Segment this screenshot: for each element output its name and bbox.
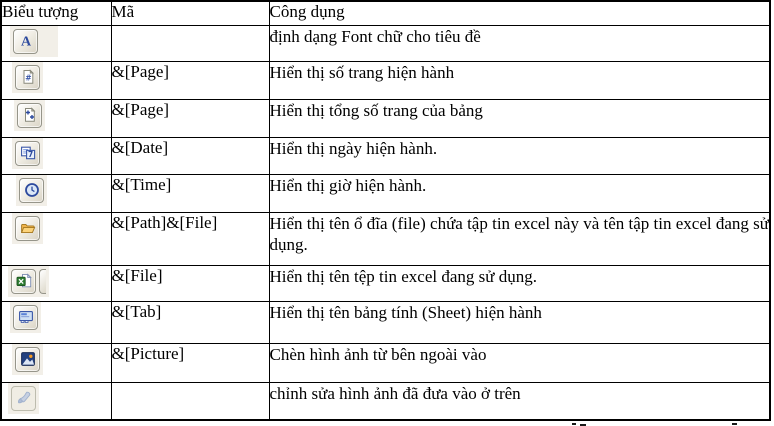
code-cell: &[Tab] xyxy=(111,301,269,343)
code-cell xyxy=(111,25,269,61)
code-cell: &[Time] xyxy=(111,174,269,212)
column-header-code: Mã xyxy=(111,1,269,25)
toolbar-crop xyxy=(14,100,45,131)
table-row xyxy=(1,212,770,265)
toolbar-crop xyxy=(8,383,39,414)
excel-file-icon xyxy=(11,269,36,294)
table-row xyxy=(1,61,770,99)
toolbar-crop xyxy=(12,138,43,169)
code-cell: &[Page] xyxy=(111,61,269,99)
code-cell: &[Path]&[File] xyxy=(111,212,269,265)
toolbar-crop xyxy=(12,213,43,244)
toolbar-crop xyxy=(12,344,43,375)
toolbar-crop xyxy=(10,302,41,333)
column-header-usage: Công dụng xyxy=(269,1,770,25)
usage-cell: chỉnh sửa hình ảnh đã đưa vào ở trên xyxy=(269,382,770,420)
table-row xyxy=(1,301,770,343)
svg-text:#: # xyxy=(24,73,32,83)
time-icon xyxy=(19,178,44,203)
usage-cell: Hiển thị số trang hiện hành xyxy=(269,61,770,99)
usage-cell: Hiển thị tên ổ đĩa (file) chứa tập tin excel này và tên tập tin excel đang sử dụng. xyxy=(269,212,770,265)
table-header-row xyxy=(1,1,770,25)
toolbar-crop xyxy=(8,266,49,297)
code-cell: &[Picture] xyxy=(111,343,269,382)
code-cell: &[File] xyxy=(111,265,269,301)
usage-cell: định dạng Font chữ cho tiêu đề xyxy=(269,25,770,61)
code-cell: &[Page] xyxy=(111,99,269,137)
format-font-icon xyxy=(13,29,38,54)
usage-cell: Hiển thị tổng số trang của bảng xyxy=(269,99,770,137)
usage-cell: Chèn hình ảnh từ bên ngoài vào xyxy=(269,343,770,382)
path-file-icon xyxy=(15,216,40,241)
insert-picture-icon xyxy=(15,347,40,372)
sheet-tab-icon xyxy=(13,305,38,330)
table-row xyxy=(1,99,770,137)
date-icon xyxy=(15,141,40,166)
svg-text:7: 7 xyxy=(27,150,33,160)
total-pages-icon xyxy=(17,103,42,128)
format-picture-icon xyxy=(11,386,36,411)
code-cell xyxy=(111,382,269,420)
toolbar-crop xyxy=(10,26,58,57)
toolbar-crop xyxy=(12,62,43,93)
usage-cell: Hiển thị tên bảng tính (Sheet) hiện hành xyxy=(269,301,770,343)
table-row xyxy=(1,382,770,420)
table-row xyxy=(1,25,770,61)
column-header-icon: Biểu tượng xyxy=(1,1,111,25)
usage-cell: Hiển thị tên tệp tin excel đang sử dụng. xyxy=(269,265,770,301)
code-cell: &[Date] xyxy=(111,137,269,174)
table-row xyxy=(1,174,770,212)
table-row xyxy=(1,265,770,301)
partial-neighbor-button xyxy=(39,269,46,294)
cutoff-text-fragment xyxy=(572,423,576,425)
page-number-icon xyxy=(15,65,40,90)
cutoff-text-fragment xyxy=(732,423,737,425)
table-row xyxy=(1,343,770,382)
usage-cell: Hiển thị ngày hiện hành. xyxy=(269,137,770,174)
svg-text:A: A xyxy=(20,34,31,50)
usage-cell: Hiển thị giờ hiện hành. xyxy=(269,174,770,212)
toolbar-crop xyxy=(16,175,47,206)
table-row xyxy=(1,137,770,174)
